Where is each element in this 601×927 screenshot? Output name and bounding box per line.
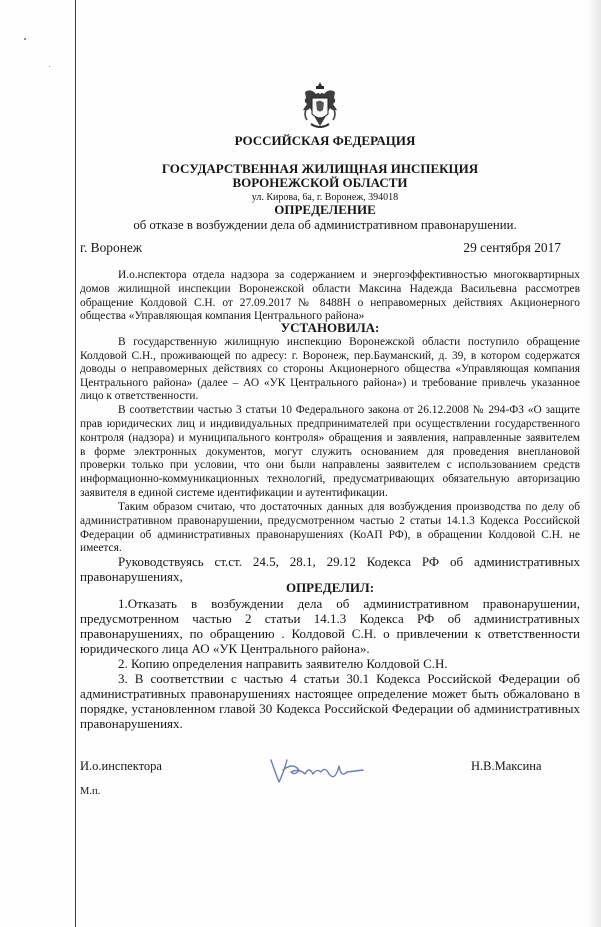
document-date: 29 сентября 2017 <box>463 240 561 255</box>
decision-item-line: 2. Копию определения направить заявителю Колдовой С.Н. <box>118 656 448 671</box>
paragraph-line: прав юридических лиц и индивидуальных предпринимателей при осуществлении государственного <box>80 418 580 430</box>
paragraph-line: контроля (надзора) и муниципального контроля» обращения и заявления, направленные заявителем <box>80 432 580 444</box>
paragraph-line: Федерации об административных правонарушениях (КоАП РФ), в обращении Колдовой С.Н. не <box>80 529 580 541</box>
organization-heading-line2: ВОРОНЕЖСКОЙ ОБЛАСТИ <box>232 175 408 190</box>
paragraph-line: Центрального района» (далее – АО «УК Центрального района») и требование привлечь указанное <box>80 377 580 389</box>
paragraph-line: имеется. <box>80 542 122 554</box>
intro-line: общества «Управляющая компания Центрального района» <box>80 310 365 322</box>
intro-line: И.о.нспектора отдела надзора за содержанием и энергоэффективностью многоквартирных <box>118 269 580 281</box>
paragraph-line: Колдовой С.Н., проживающей по адресу: г. Воронеж, пер.Бауманский, д. 39, в котором содержатся <box>80 350 580 362</box>
decision-item-line: правонарушениях. <box>80 716 183 731</box>
paragraph-line: информационно-коммуникационных технологий, предусматривающих обязательную авторизацию <box>80 473 580 485</box>
coat-of-arms-emblem <box>297 80 343 132</box>
signatory-position: И.о.инспектора <box>80 759 162 773</box>
decision-item-line: 3. В соответствии с частью 4 статьи 30.1 Кодекса Российской Федерации об <box>118 671 580 686</box>
paragraph-line: заявителя в единой системе идентификации и аутентификации. <box>80 487 388 499</box>
paragraph-line: В государственную жилищную инспекцию Воронежской области поступило обращение <box>118 336 580 348</box>
country-heading: РОССИЙСКАЯ ФЕДЕРАЦИЯ <box>234 133 416 148</box>
organization-address: ул. Кирова, 6а, г. Воронеж, 394018 <box>251 192 399 203</box>
paragraph-line: проверки только при условии, что они были направлены заявителем с использованием средств <box>80 459 580 471</box>
scan-speck <box>24 38 26 40</box>
handwritten-signature <box>265 752 375 792</box>
paragraph-line: Таким образом считаю, что достаточных данных для возбуждения производства по делу об <box>118 501 580 513</box>
document-type-heading: ОПРЕДЕЛЕНИЕ <box>274 202 376 217</box>
seal-place-mark: М.п. <box>80 786 101 797</box>
decision-item-line: предусмотренном частью 2 статьи 14.1.3 Кодекса РФ об административных <box>80 611 580 626</box>
paragraph-line: административном правонарушении, предусмотренном частью 2 статьи 14.1.3 Кодекса Российской <box>80 515 580 527</box>
place-of-issue: г. Воронеж <box>80 240 143 255</box>
paragraph-line: В соответствии частью 3 статьи 10 Федерального закона от 26.12.2008 № 294-ФЗ «О защите <box>118 404 580 416</box>
left-margin-line <box>75 0 76 927</box>
scan-speck <box>49 66 50 67</box>
decision-item-line: 1.Отказать в возбуждении дела об административном правонарушении, <box>118 596 580 611</box>
paragraph-line: лицо к ответственности. <box>80 390 199 402</box>
decision-item-line: порядке, установленном главой 30 Кодекса Российской Федерации об административных <box>80 701 580 716</box>
paragraph-line: правонарушениях, <box>80 569 183 584</box>
paragraph-line: Руководствуясь ст.ст. 24.5, 28.1, 29.12 Кодекса РФ об административных <box>118 554 580 569</box>
paragraph-line: в форме электронных документов, могут служить основанием для проведения внеплановой <box>80 446 580 458</box>
decision-item-line: юридического лица АО «УК Центрального района». <box>80 641 370 656</box>
decided-heading: ОПРЕДЕЛИЛ: <box>285 580 375 595</box>
document-subject: об отказе в возбуждении дела об административном правонарушении. <box>133 218 517 232</box>
organization-heading-line1: ГОСУДАРСТВЕННАЯ ЖИЛИЩНАЯ ИНСПЕКЦИЯ <box>161 161 479 176</box>
intro-line: обращение Колдовой С.Н. от 27.09.2017 № 8488Н о неправомерных действиях Акционерного <box>80 297 580 309</box>
signatory-name: Н.В.Максина <box>471 759 542 773</box>
decision-item-line: правонарушениях, по обращению . Колдовой С.Н. о привлечении к ответственности <box>80 626 580 641</box>
intro-line: домов жилищной инспекции Воронежской области Максина Надежда Васильевна рассмотрев <box>80 283 580 295</box>
decision-item-line: административных правонарушениях настоящее определение может быть обжаловано в <box>80 686 580 701</box>
scan-edge-shadow <box>587 0 601 927</box>
established-heading: УСТАНОВИЛА: <box>280 320 380 335</box>
paragraph-line: доводы о неправомерных действиях со стороны Акционерного общества «Управляющая компания <box>80 363 580 375</box>
